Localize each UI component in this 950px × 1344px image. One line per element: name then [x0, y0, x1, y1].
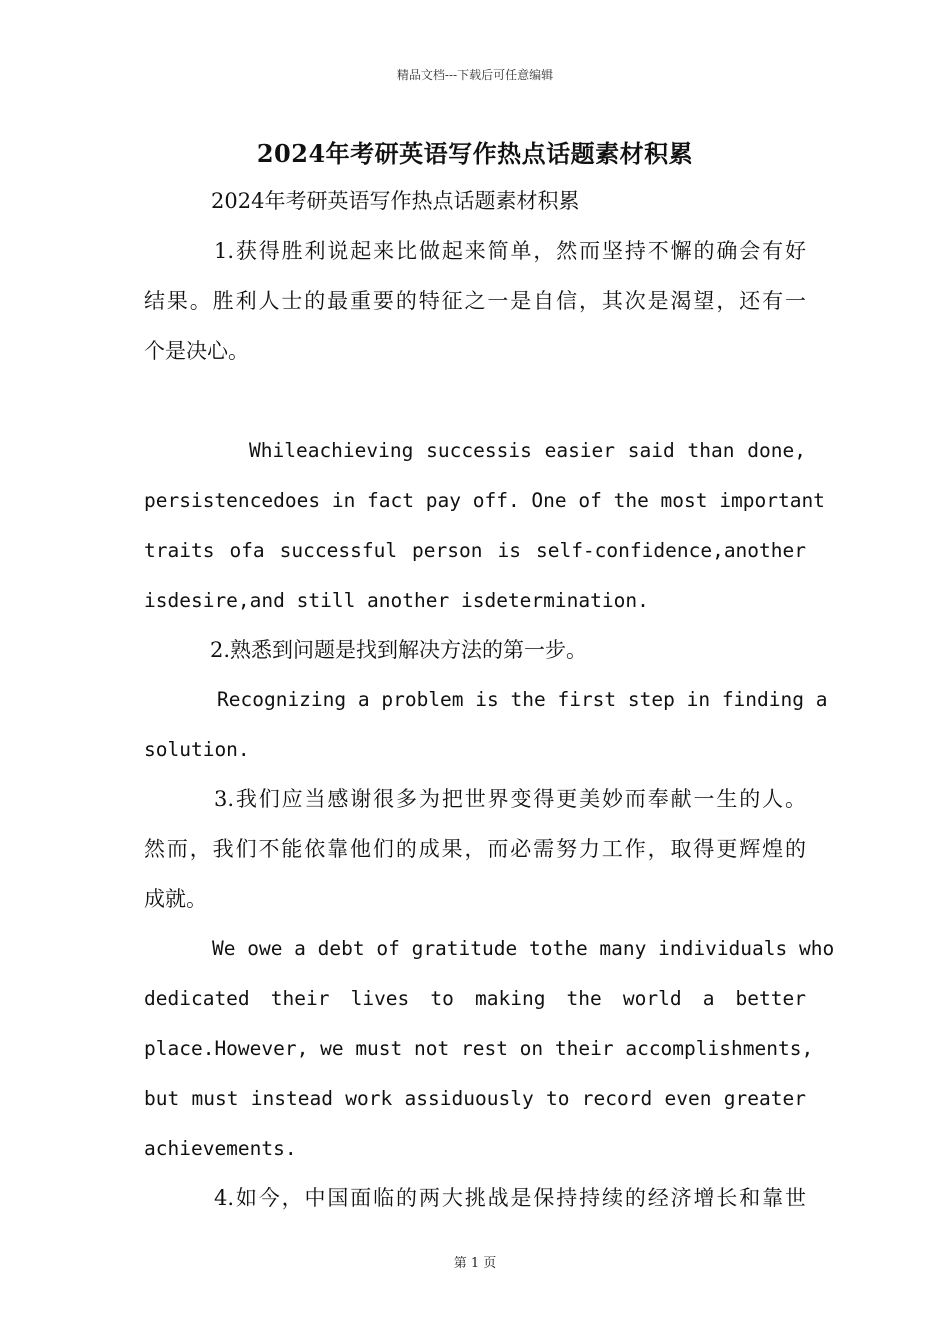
- paragraph-3-en-line-1: We owe a debt of gratitude tothe many individuals who: [212, 937, 835, 960]
- paragraph-1-en-line-2: persistencedoes in fact pay off. One of the most important: [144, 489, 825, 512]
- page-header: 精品文档---下载后可任意编辑: [396, 68, 554, 82]
- paragraph-3-en-line-5: achievements.: [144, 1137, 297, 1160]
- paragraph-3-en-line-3: place.However, we must not rest on their accomplishments,: [144, 1037, 814, 1060]
- paragraph-1-line-3: 个是决心。: [144, 339, 249, 363]
- paragraph-1-en-line-4: isdesire,and still another isdetermination.: [144, 589, 649, 612]
- paragraph-1-line-1: 1.获得胜利说起来比做起来简单，然而坚持不懈的确会有好: [214, 239, 806, 263]
- paragraph-2-en-line-2: solution.: [144, 738, 250, 761]
- paragraph-1-line-2: 结果。胜利人士的最重要的特征之一是自信，其次是渴望，还有一: [144, 289, 806, 313]
- subtitle-line: 2024年考研英语写作热点话题素材积累: [211, 189, 580, 213]
- paragraph-3-line-1: 3.我们应当感谢很多为把世界变得更美妙而奉献一生的人。: [214, 787, 806, 811]
- paragraph-2-line-1: 2.熟悉到问题是找到解决方法的第一步。: [210, 638, 588, 662]
- paragraph-3-line-3: 成就。: [144, 887, 207, 911]
- paragraph-1-en-line-3: traits ofa successful person is self-confidence,another: [144, 539, 806, 562]
- document-title: 2024年考研英语写作热点话题素材积累: [256, 139, 694, 168]
- paragraph-1-en-line-1: Whileachieving successis easier said than done,: [249, 439, 806, 462]
- page-number: 第 1 页: [453, 1256, 497, 1271]
- paragraph-3-en-line-4: but must instead work assiduously to record even greater: [144, 1087, 806, 1110]
- paragraph-3-en-line-2: dedicated their lives to making the world a better: [144, 987, 806, 1010]
- paragraph-2-en-line-1: Recognizing a problem is the first step in finding a: [217, 688, 828, 711]
- paragraph-4-line-1: 4.如今，中国面临的两大挑战是保持持续的经济增长和靠世: [214, 1186, 806, 1210]
- paragraph-3-line-2: 然而，我们不能依靠他们的成果，而必需努力工作，取得更辉煌的: [144, 837, 806, 861]
